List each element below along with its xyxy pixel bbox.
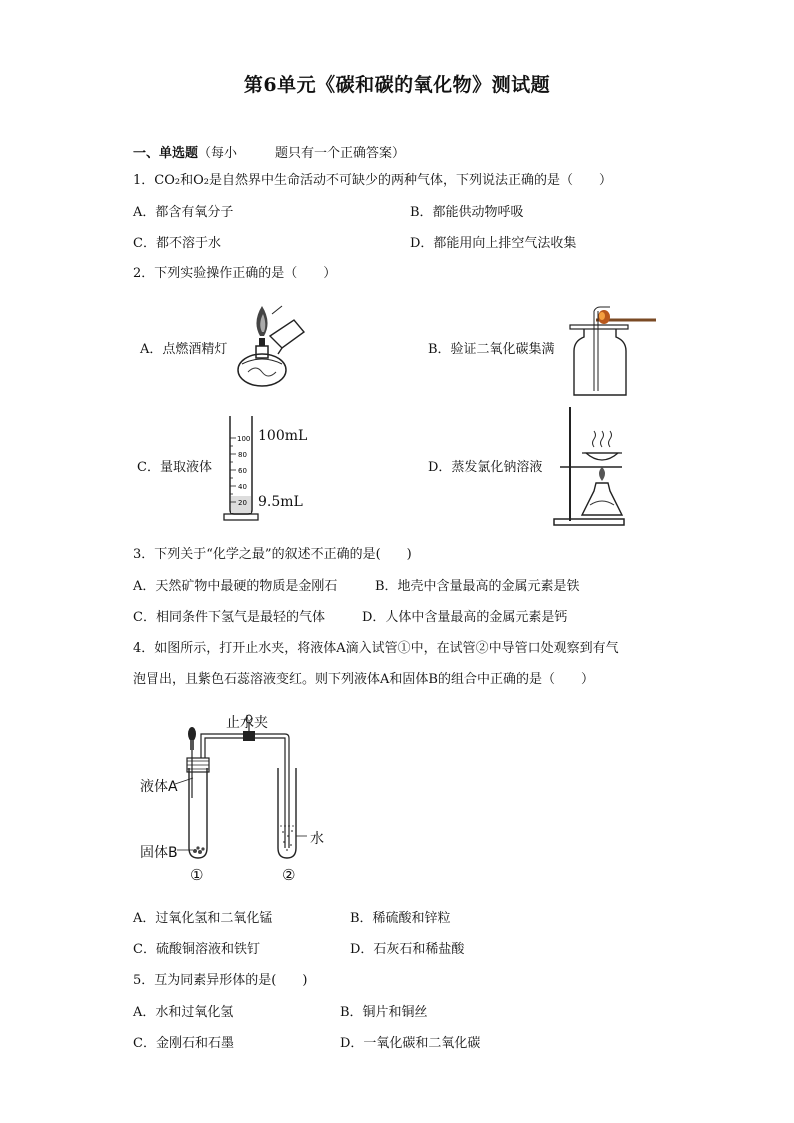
label-liquid-a: 液体A <box>140 779 178 795</box>
q2-stem: 2．下列实验操作正确的是（ ） <box>133 266 337 281</box>
cylinder-tick-40: 40 <box>238 483 247 491</box>
co2-full-test-image <box>566 305 658 397</box>
q2-option-c: C．量取液体 <box>137 460 212 475</box>
q2-option-a: A．点燃酒精灯 <box>140 342 228 357</box>
q4-stem-line1: 4．如图所示，打开止水夹，将液体A滴入试管①中，在试管②中导管口处观察到有气 <box>133 641 619 656</box>
q4-option-b: B．稀硫酸和锌粒 <box>350 911 451 926</box>
q2-option-b: B．验证二氧化碳集满 <box>428 342 555 357</box>
q3-option-b: B．地壳中含量最高的金属元素是铁 <box>375 579 580 594</box>
cylinder-tick-80: 80 <box>238 451 247 459</box>
section-header <box>133 146 405 162</box>
q4-stem-line2: 泡冒出，且紫色石蕊溶液变红。则下列液体A和固体B的组合中正确的是（ ） <box>133 672 594 687</box>
q3-option-a: A．天然矿物中最硬的物质是金刚石 <box>133 579 338 594</box>
q1-stem: 1．CO₂和O₂是自然界中生命活动不可缺少的两种气体，下列说法正确的是（ ） <box>133 173 612 188</box>
section-note-right: 题只有一个正确答案） <box>275 146 406 161</box>
label-clamp: 止水夹 <box>226 715 268 731</box>
evaporation-setup-image <box>550 405 640 527</box>
cylinder-top-label: 100mL <box>258 428 308 444</box>
page-title: 第6单元《碳和碳的氧化物》测试题 <box>243 74 551 96</box>
cylinder-tick-60: 60 <box>238 467 247 475</box>
q3-stem: 3．下列关于“化学之最”的叙述不正确的是( ) <box>133 547 412 562</box>
alcohol-lamp-lighting-image <box>232 302 310 394</box>
label-tube-1: ① <box>190 866 204 884</box>
q3-option-d: D．人体中含量最高的金属元素是钙 <box>362 610 568 625</box>
q5-option-d: D．一氧化碳和二氧化碳 <box>340 1036 481 1051</box>
q2-option-d: D．蒸发氯化钠溶液 <box>428 460 543 475</box>
label-tube-2: ② <box>282 866 296 884</box>
q4-option-a: A．过氧化氢和二氧化锰 <box>133 911 273 926</box>
q1-option-a: A．都含有氧分子 <box>133 205 234 220</box>
section-header-label: 一、单选题 <box>133 146 199 161</box>
label-solid-b: 固体B <box>140 845 178 861</box>
cylinder-bottom-label: 9.5mL <box>258 494 303 510</box>
q1-option-c: C．都不溶于水 <box>133 236 221 251</box>
q5-option-c: C．金刚石和石墨 <box>133 1036 234 1051</box>
q5-option-a: A．水和过氧化氢 <box>133 1005 234 1020</box>
cylinder-tick-20: 20 <box>238 499 247 507</box>
cylinder-tick-100: 100 <box>237 435 251 443</box>
q1-option-d: D．都能用向上排空气法收集 <box>410 236 577 251</box>
q4-option-c: C．硫酸铜溶液和铁钉 <box>133 942 260 957</box>
q3-option-c: C．相同条件下氢气是最轻的气体 <box>133 610 325 625</box>
label-water: 水 <box>310 831 324 847</box>
q5-option-b: B．铜片和铜丝 <box>340 1005 428 1020</box>
q1-option-b: B．都能供动物呼吸 <box>410 205 524 220</box>
section-note-left: （每小 <box>198 146 238 161</box>
q5-stem: 5．互为同素异形体的是( ) <box>133 973 308 988</box>
q4-option-d: D．石灰石和稀盐酸 <box>350 942 465 957</box>
